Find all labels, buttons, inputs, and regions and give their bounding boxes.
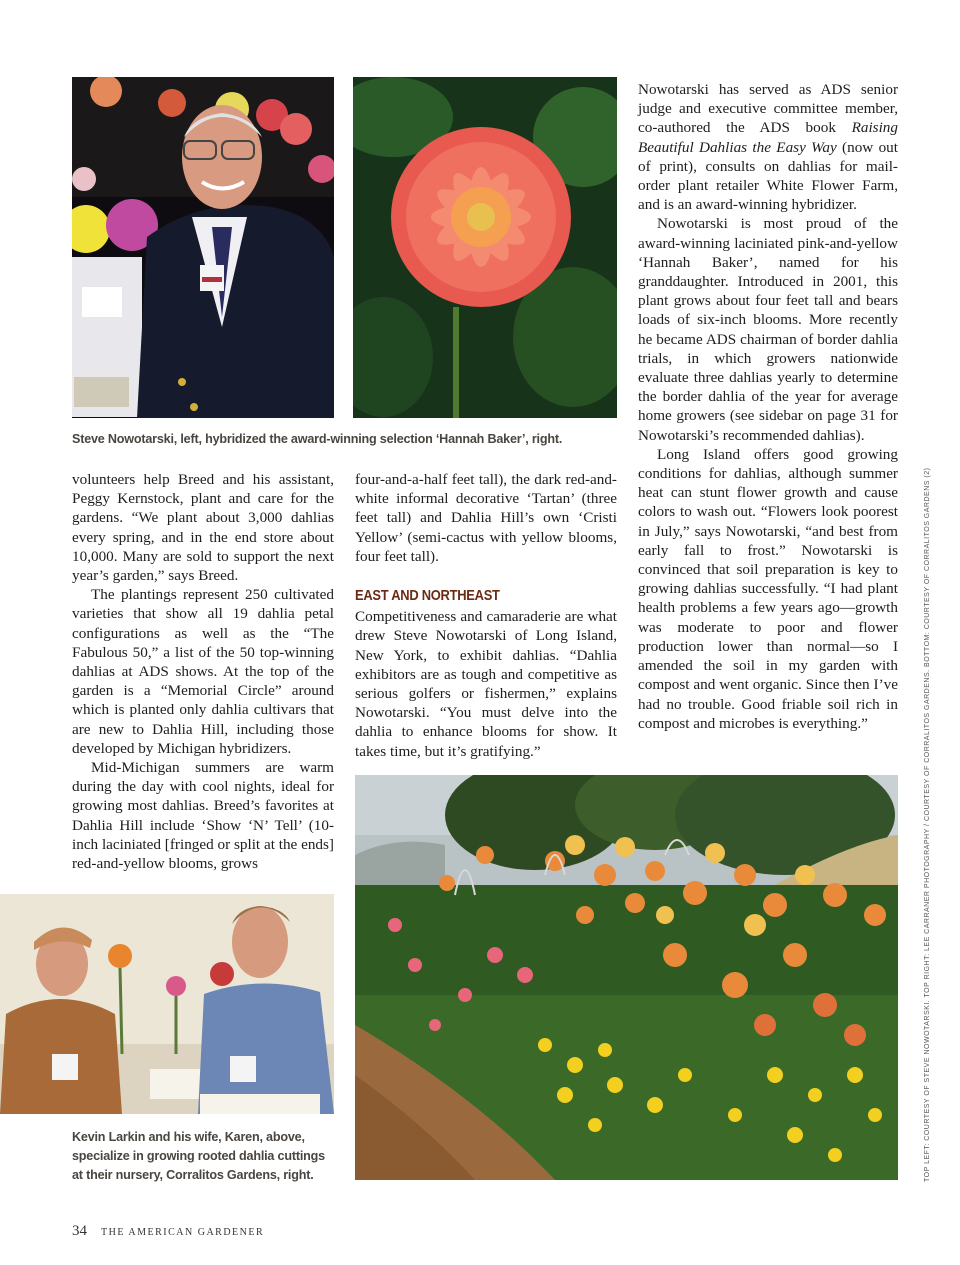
paragraph: The plantings represent 250 cultivated varieties that show all 19 dahlia petal configurations as well as the “The Fabulous 50,” a list of the 50 top-winning dahlias at ADS shows. At the top of the garden is a “Memorial Circle” around which is planted only dahlia cultivars that are new to Dahlia Hill, including those developed by Michigan hybridizers. xyxy=(72,586,334,757)
paragraph: four-and-a-half feet tall), the dark red-and-white informal decorative ‘Tartan’ (three feet tall) and Dahlia Hill’s own ‘Cristi Yellow’ (semi-cactus with yellow blooms, four feet tall). xyxy=(355,471,617,565)
paragraph: volunteers help Breed and his assistant, Peggy Kernstock, plant and care for the gardens. “We plant about 3,000 dahlias every spring, and in the end store about 10,000. Many are sold to support the next year’s garden,” says Breed. xyxy=(72,471,334,585)
magazine-name: THE AMERICAN GARDENER xyxy=(101,1227,265,1238)
photo-kevin-karen-larkin xyxy=(0,894,334,1114)
photo-credit: TOP LEFT: COURTESY OF STEVE NOWOTARSKI. TOP RIGHT: LEE CARRANER PHOTOGRAPHY / COURTESY OF CORRALITOS GARDENS. BOTTOM: COURTESY OF CORRALITOS GARDENS (2) xyxy=(924,467,931,1182)
column-3 xyxy=(638,80,898,733)
photo-hannah-baker-dahlia xyxy=(353,77,617,418)
photo-corralitos-gardens xyxy=(355,775,898,1180)
page-footer xyxy=(72,1222,264,1240)
paragraph xyxy=(638,80,898,214)
caption-top: Steve Nowotarski, left, hybridized the award-winning selection ‘Hannah Baker’, right. xyxy=(72,432,563,446)
text: Nowotarski has served as ADS senior judge and executive committee member, co-authored the ADS book xyxy=(638,81,898,137)
paragraph: Long Island offers good growing conditions for dahlias, although summer heat can stunt flower growth and cause colors to wash out. “Flowers look poorest in July,” says Nowotarski, “and best from early fall to frost.” Nowotarski is convinced that soil preparation is key to growing dahlias successfully. “I had plant health problems a few years ago—growth was moderate to poor and flower production lower than normal—so I amended the soil in my garden with compost and went organic. Since then I’ve had no trouble. Good friable soil rich in compost and microbes is everything.” xyxy=(638,445,898,732)
page-number: 34 xyxy=(72,1223,87,1239)
paragraph: Mid-Michigan summers are warm during the day with cool nights, ideal for growing most dahlias. Breed’s favorites at Dahlia Hill include ‘Show ‘N’ Tell’ (10-inch laciniated [fringed or split at the ends] red-and-yellow blooms, grows xyxy=(72,759,334,873)
paragraph: Nowotarski is most proud of the award-winning laciniated pink-and-yellow ‘Hannah Baker’, named for his granddaughter. Introduced in 2001, this plant grows about four feet tall and bears loads of six-inch blooms. More recently he became ADS chairman of border dahlia trials, in which growers nationwide evaluate three dahlias yearly to determine the border dahlia of the year for average home growers (see sidebar on page 31 for Nowotarski’s recommended dahlias). xyxy=(638,215,898,444)
column-2 xyxy=(355,470,617,761)
column-1 xyxy=(72,470,334,873)
photo-steve-nowotarski xyxy=(72,77,334,418)
section-heading: EAST AND NORTHEAST xyxy=(355,587,500,605)
text: (now out of print), consults on dahlias for mail-order plant retailer White Flower Farm, and is an award-winning hybridizer. xyxy=(638,138,898,214)
paragraph: Competitiveness and camaraderie are what drew Steve Nowotarski of Long Island, New York, to exhibit dahlias. “Dahlia exhibitors are as tough and competitive as serious golfers or fishermen,” explains Nowotarski. “You must delve into the dahlia to enhance blooms for show. It takes time, but it’s gratifying.” xyxy=(355,608,617,760)
book-title: Raising Beautiful Dahlias the Easy Way xyxy=(638,119,898,156)
caption-bottom: Kevin Larkin and his wife, Karen, above, specialize in growing rooted dahlia cuttings at their nursery, Corralitos Gardens, right. xyxy=(72,1130,325,1182)
